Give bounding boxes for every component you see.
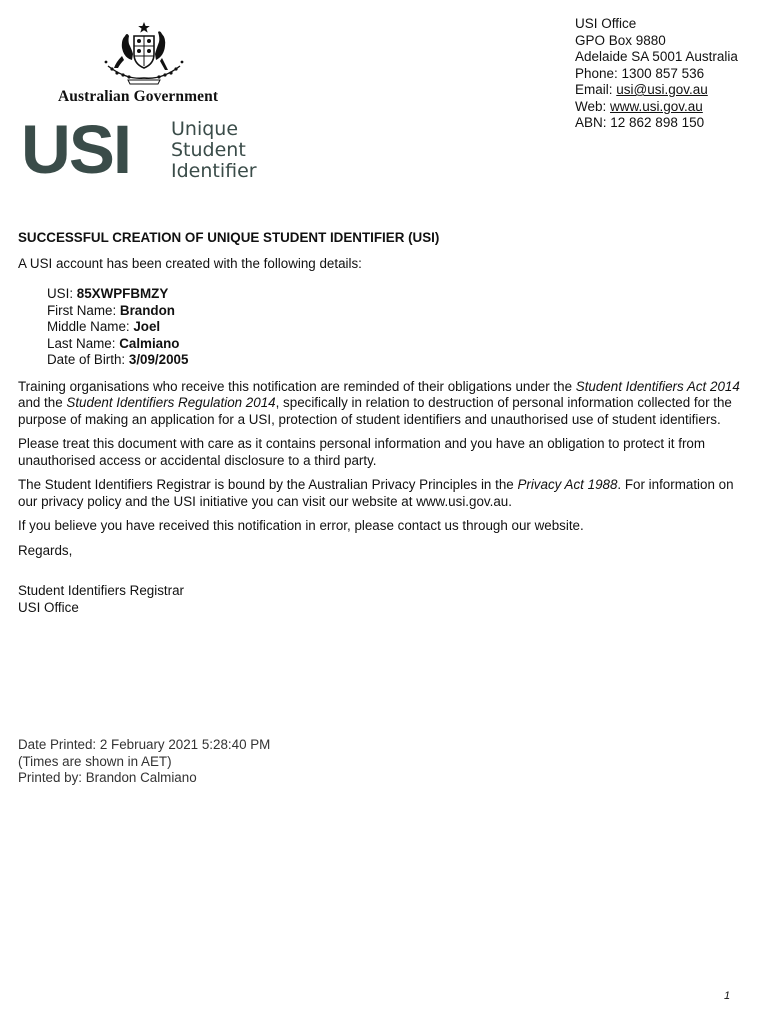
print-footer: [18, 737, 270, 787]
address-web: [575, 99, 738, 116]
privacy-act-title: Privacy Act 1988: [517, 477, 618, 492]
address-abn: [575, 115, 738, 132]
detail-row-middle-name: [47, 319, 750, 336]
office-address-block: [575, 16, 738, 132]
detail-row-date-of-birth: [47, 352, 750, 369]
printed-by: Printed by: Brandon Calmiano: [18, 770, 197, 785]
address-email: [575, 82, 738, 99]
email-link[interactable]: usi@usi.gov.au: [616, 82, 708, 97]
letter-body: [18, 230, 750, 616]
usi-logo-word-student: Student: [171, 139, 246, 161]
date-printed: Date Printed: 2 February 2021 5:28:40 PM: [18, 737, 271, 752]
abn-number: 12 862 898 150: [610, 115, 705, 130]
address-line-po-box: GPO Box 9880: [575, 32, 666, 48]
usi-logo-words: [171, 119, 257, 182]
address-line-office: USI Office: [575, 16, 637, 31]
detail-row-usi: [47, 286, 750, 303]
signatory-office: USI Office: [18, 599, 79, 615]
detail-value-date-of-birth: 3/09/2005: [128, 352, 189, 367]
phone-label: Phone:: [575, 65, 622, 81]
detail-label: First Name:: [47, 302, 120, 318]
error-paragraph: If you believe you have received this notification in error, please contact us through our website.: [18, 518, 584, 533]
obligations-text-and: and the: [18, 395, 67, 410]
usi-logo-word-unique: Unique: [171, 118, 239, 140]
usi-logo-word-identifier: Identifier: [171, 160, 257, 182]
detail-label: Middle Name:: [47, 319, 134, 334]
detail-row-first-name: [47, 303, 750, 320]
obligations-paragraph: [18, 379, 750, 429]
usi-details-list: [18, 286, 750, 369]
coat-of-arms-emblem: [98, 20, 190, 86]
act-title: Student Identifiers Act 2014: [575, 378, 740, 394]
detail-label: Last Name:: [47, 335, 120, 351]
obligations-text: Training organisations who receive this notification are reminded of their obligations under the: [18, 378, 576, 394]
detail-value-middle-name: Joel: [133, 319, 161, 334]
email-label: Email:: [575, 82, 617, 97]
page-number: 1: [724, 990, 731, 1002]
timezone-note: (Times are shown in AET): [18, 753, 172, 769]
detail-value-last-name: Calmiano: [119, 335, 180, 351]
signatory-title: Student Identifiers Registrar: [18, 583, 184, 598]
detail-value-usi: 85XWPFBMZY: [76, 286, 169, 301]
privacy-paragraph: [18, 477, 750, 510]
privacy-text: The Student Identifiers Registrar is bound by the Australian Privacy Principles in the: [18, 477, 518, 492]
letter-heading: SUCCESSFUL CREATION OF UNIQUE STUDENT IDENTIFIER (USI): [18, 230, 440, 245]
regulation-title: Student Identifiers Regulation 2014: [66, 395, 276, 410]
regards-line: Regards,: [18, 542, 73, 558]
address-phone: [575, 66, 738, 83]
detail-value-first-name: Brandon: [119, 302, 175, 318]
signature-block: [18, 583, 750, 616]
obligations-text-end: , specifically in relation to destruction of personal information collected for the purpose of making an application for a USI, protection of student identifiers and unauthorised use of student identifiers.: [18, 395, 732, 427]
address-line-city: Adelaide SA 5001 Australia: [575, 49, 738, 64]
privacy-text-end: . For information on our privacy policy and the USI initiative you can visit our website at www.usi.gov.au.: [18, 477, 734, 509]
web-label: Web:: [575, 98, 611, 114]
care-paragraph: Please treat this document with care as it contains personal information and you have an obligation to protect it from unauthorised access or accidental disclosure to a third party.: [18, 436, 706, 468]
phone-number: 1300 857 536: [621, 65, 705, 81]
detail-label: USI:: [47, 286, 77, 301]
usi-logo-mark: USI: [21, 111, 131, 188]
detail-label: Date of Birth:: [47, 352, 129, 367]
government-name: Australian Government: [58, 88, 219, 105]
letter-intro: A USI account has been created with the following details:: [18, 255, 362, 271]
detail-row-last-name: [47, 336, 750, 353]
website-link[interactable]: www.usi.gov.au: [610, 98, 703, 114]
abn-label: ABN:: [575, 115, 611, 130]
